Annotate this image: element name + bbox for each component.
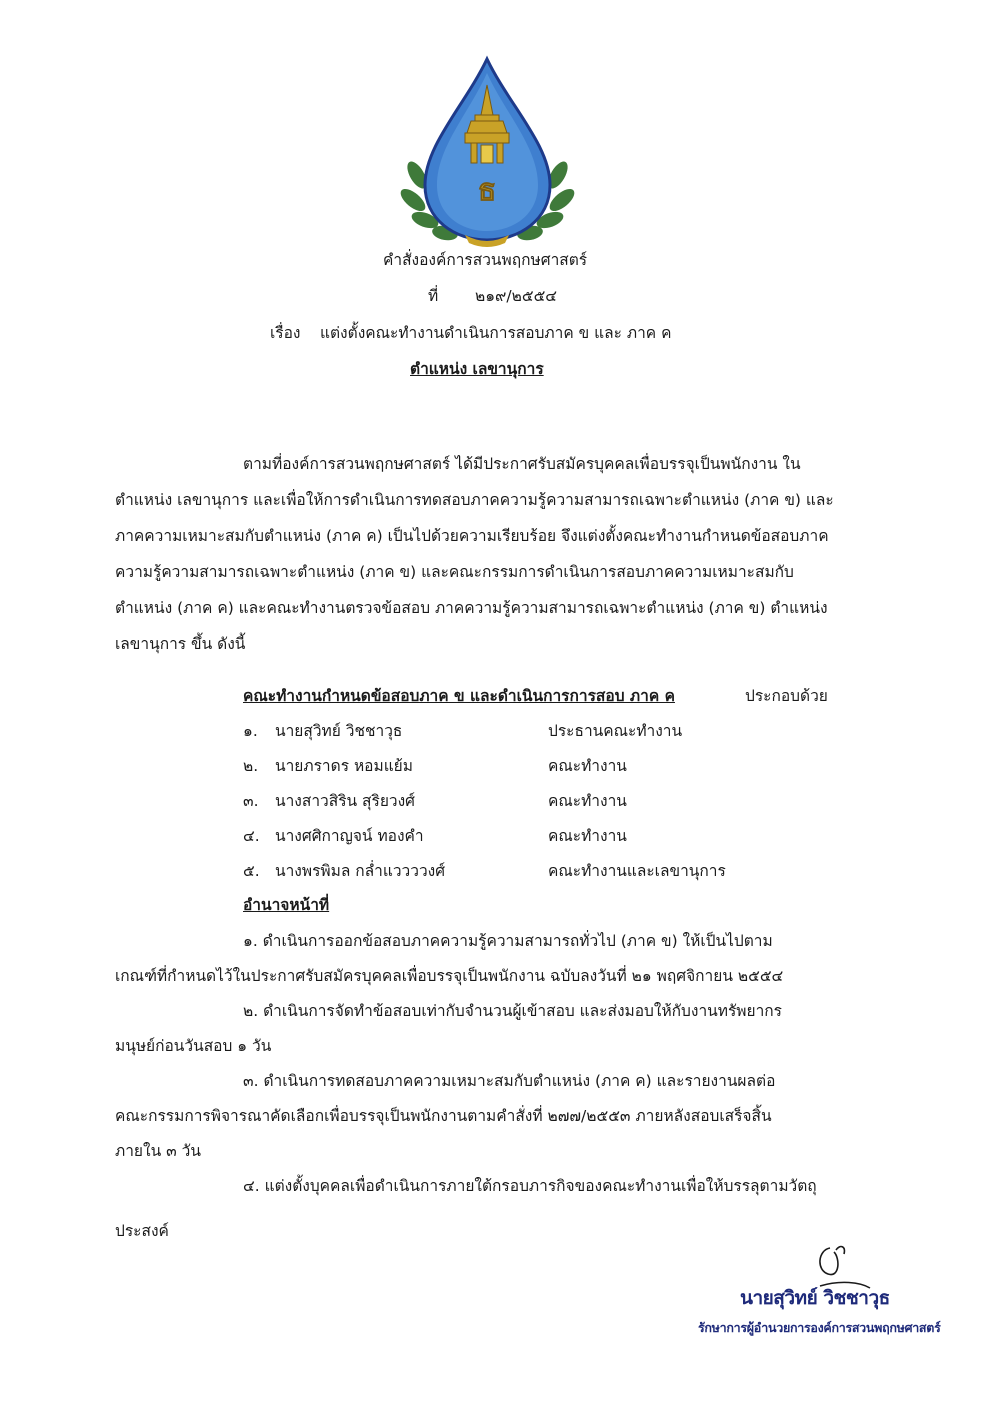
duty-line: ๔. แต่งตั้งบุคคลเพื่อดำเนินการภายใต้กรอบภารกิจของคณะทำงานเพื่อให้บรรลุตามวัตถุ (243, 1177, 817, 1195)
duty-line: ๓. ดำเนินการทดสอบภาคความเหมาะสมกับตำแหน่ง (ภาค ค) และรายงานผลต่อ (243, 1072, 776, 1090)
committee-heading: คณะทำงานกำหนดข้อสอบภาค ข และดำเนินการการสอบ ภาค ค (243, 687, 675, 705)
member-number: ๑. (243, 722, 258, 740)
member-role: ประธานคณะทำงาน (548, 722, 683, 740)
position-heading: ตำแหน่ง เลขานุการ (410, 360, 544, 378)
duty-line: ๒. ดำเนินการจัดทำข้อสอบเท่ากับจำนวนผู้เข้าสอบ และส่งมอบให้กับงานทรัพยากร (243, 1002, 783, 1020)
order-number-value: ๒๑๙/๒๕๕๔ (475, 287, 558, 305)
signatory-name: นายสุวิทย์ วิชชาวุธ (740, 1287, 890, 1309)
member-role: คณะทำงาน (548, 792, 627, 810)
order-number-label: ที่ (428, 287, 439, 305)
member-number: ๓. (243, 792, 259, 810)
member-role: คณะทำงาน (548, 757, 627, 775)
intro-line: ความรู้ความสามารถเฉพาะตำแหน่ง (ภาค ข) และคณะกรรมการดำเนินการสอบภาคความเหมาะสมกับ (115, 563, 794, 581)
intro-line: ภาคความเหมาะสมกับตำแหน่ง (ภาค ค) เป็นไปด้วยความเรียบร้อย จึงแต่งตั้งคณะทำงานกำหนดข้อสอบภาค (115, 527, 829, 545)
organization-logo (395, 55, 580, 250)
committee-heading-suffix: ประกอบด้วย (745, 687, 828, 705)
member-number: ๒. (243, 757, 259, 775)
member-name: นายสุวิทย์ วิชชาวุธ (275, 722, 403, 740)
duty-line: คณะกรรมการพิจารณาคัดเลือกเพื่อบรรจุเป็นพนักงานตามคำสั่งที่ ๒๗๗/๒๕๕๓ ภายหลังสอบเสร็จสิ้น (115, 1107, 772, 1125)
member-number: ๔. (243, 827, 260, 845)
member-role: คณะทำงาน (548, 827, 627, 845)
intro-line: ตำแหน่ง (ภาค ค) และคณะทำงานตรวจข้อสอบ ภาคความรู้ความสามารถเฉพาะตำแหน่ง (ภาค ข) ตำแหน่ง (115, 599, 828, 617)
duty-line: ๑. ดำเนินการออกข้อสอบภาคความรู้ความสามารถทั่วไป (ภาค ข) ให้เป็นไปตาม (243, 932, 773, 950)
subject-text: แต่งตั้งคณะทำงานดำเนินการสอบภาค ข และ ภาค ค (320, 324, 672, 342)
duty-line: เกณฑ์ที่กำหนดไว้ในประกาศรับสมัครบุคคลเพื่อบรรจุเป็นพนักงาน ฉบับลงวันที่ ๒๑ พฤศจิกายน ๒๕๕๔ (115, 967, 784, 985)
member-role: คณะทำงานและเลขานุการ (548, 862, 726, 880)
member-name: นางสาวสิริน สุริยวงศ์ (275, 792, 416, 810)
member-name: นายภราดร หอมแย้ม (275, 757, 413, 775)
member-name: นางพรพิมล กล่ำแววววงศ์ (275, 862, 446, 880)
subject-label: เรื่อง (270, 324, 301, 342)
intro-line: เลขานุการ ขึ้น ดังนี้ (115, 635, 246, 653)
duty-line: มนุษย์ก่อนวันสอบ ๑ วัน (115, 1037, 272, 1055)
logo-monogram: ธ (477, 173, 497, 208)
intro-line: ตำแหน่ง เลขานุการ และเพื่อให้การดำเนินการทดสอบภาคความรู้ความสามารถเฉพาะตำแหน่ง (ภาค ข) และ (115, 491, 834, 509)
intro-line: ตามที่องค์การสวนพฤกษศาสตร์ ได้มีประกาศรับสมัครบุคคลเพื่อบรรจุเป็นพนักงาน ใน (243, 455, 801, 473)
order-title: คำสั่งองค์การสวนพฤกษศาสตร์ (383, 251, 588, 269)
duty-line: ประสงค์ (115, 1222, 169, 1240)
member-name: นางศศิกาญจน์ ทองคำ (275, 827, 424, 845)
duty-line: ภายใน ๓ วัน (115, 1142, 201, 1160)
signatory-title: รักษาการผู้อำนวยการองค์การสวนพฤกษศาสตร์ (698, 1320, 941, 1335)
member-number: ๕. (243, 862, 260, 880)
duties-heading: อำนาจหน้าที่ (243, 896, 330, 914)
